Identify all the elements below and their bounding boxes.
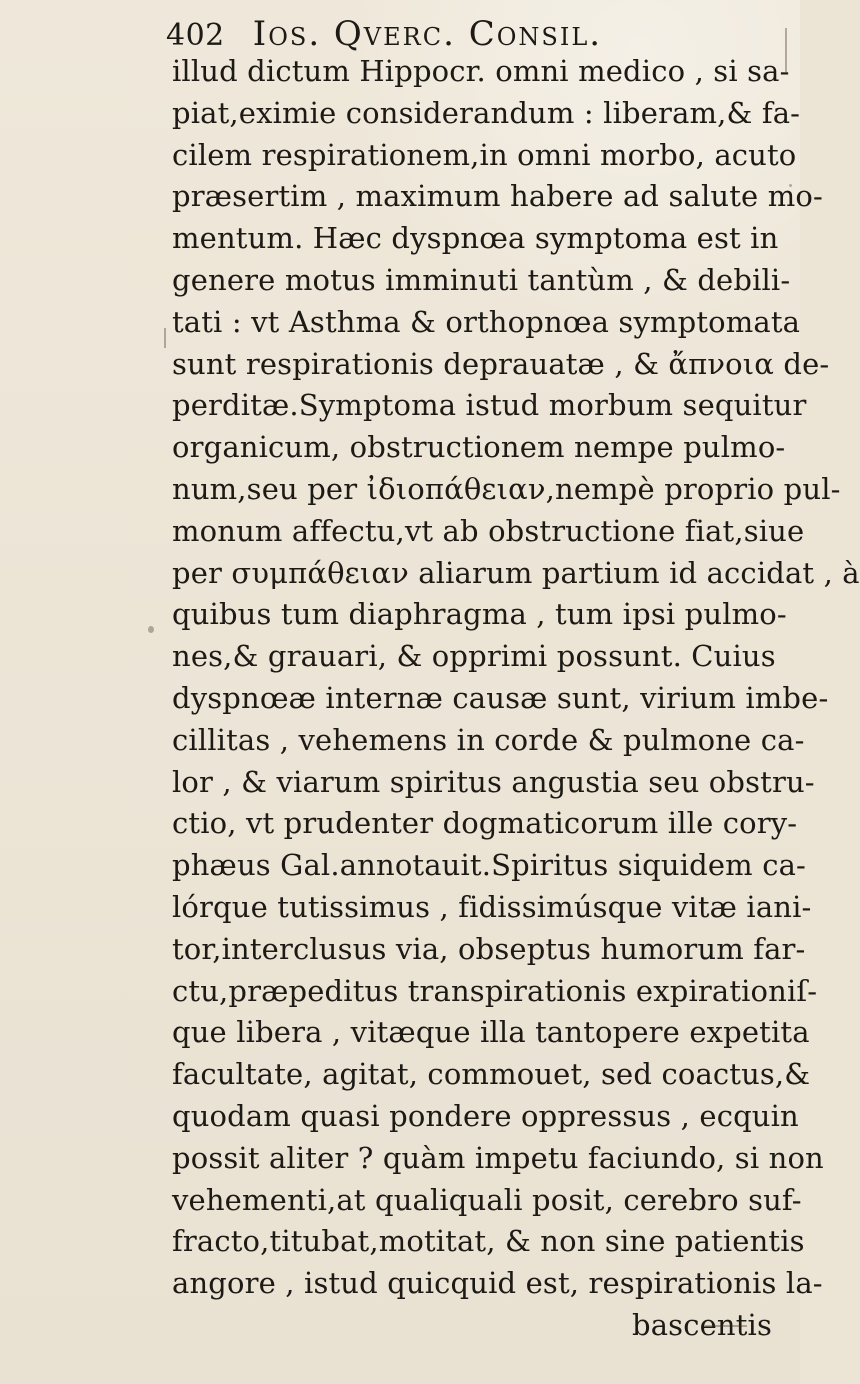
text-line: monum affectu,vt ab obstructione fiat,siue [172, 513, 805, 548]
catchword: bascentis [632, 1307, 772, 1342]
text-line: nes,& grauari, & opprimi possunt. Cuius [172, 639, 776, 674]
text-line: quodam quasi pondere oppressus , ecquin [172, 1098, 799, 1133]
text-line: illud dictum Hippocr. omni medico , si sa- [172, 54, 790, 88]
paper-speck [789, 184, 792, 187]
text-line: sunt respirationis deprauatæ , & ἄπνοια de- [172, 346, 830, 381]
paper-stain [785, 28, 787, 72]
margin-mark [164, 328, 166, 348]
text-line: perditæ.Symptoma istud morbum sequitur [172, 388, 807, 423]
main-text-block [172, 51, 860, 1347]
text-line: quibus tum diaphragma , tum ipsi pulmo- [172, 597, 787, 632]
paper-speck [148, 626, 154, 633]
text-line: cilem respirationem,in omni morbo, acuto [172, 137, 797, 172]
text-line: fracto,titubat,motitat, & non sine patientis [172, 1224, 805, 1259]
text-line: dyspnœæ internæ causæ sunt, virium imbe- [172, 680, 829, 715]
paper-scratch [705, 1325, 747, 1327]
text-line: que libera , vitæque illa tantopere expetita [172, 1015, 810, 1050]
text-line: tor,interclusus via, obseptus humorum far- [172, 931, 806, 966]
text-line: ctio, vt prudenter dogmaticorum ille cory- [172, 806, 798, 841]
text-line: organicum, obstructionem nempe pulmo- [172, 430, 786, 465]
text-line: præsertim , maximum habere ad salute mo- [172, 179, 823, 214]
text-line: lórque tutissimus , fidissimúsque vitæ iani- [172, 889, 812, 924]
text-line: mentum. Hæc dyspnœa symptoma est in [172, 221, 779, 256]
text-line: angore , istud quicquid est, respirationis la- [172, 1266, 823, 1301]
text-line: piat,eximie considerandum : liberam,& fa- [172, 95, 801, 130]
text-line: possit aliter ? quàm impetu faciundo, si non [172, 1140, 824, 1175]
text-line: per συμπάθειαν aliarum partium id accidat , à [172, 555, 860, 590]
text-line: genere motus imminuti tantùm , & debili- [172, 262, 791, 297]
text-line: ctu,præpeditus transpirationis expirationiſ- [172, 973, 818, 1008]
text-line: vehementi,at qualiquali posit, cerebro suf- [172, 1182, 802, 1217]
page-number: 402 [166, 18, 225, 53]
text-line: num,seu per ἰδιοπάθειαν,nempè proprio pul- [172, 471, 841, 506]
text-line: phæus Gal.annotauit.Spiritus siquidem ca- [172, 848, 806, 883]
text-line: cillitas , vehemens in corde & pulmone ca- [172, 722, 805, 757]
text-line: lor , & viarum spiritus angustia seu obstru- [172, 764, 815, 799]
text-line: facultate, agitat, commouet, sed coactus,& [172, 1057, 811, 1092]
running-title: Ios. Qverc. Consil. [252, 14, 603, 54]
text-line: tati : vt Asthma & orthopnœa symptomata [172, 304, 801, 339]
